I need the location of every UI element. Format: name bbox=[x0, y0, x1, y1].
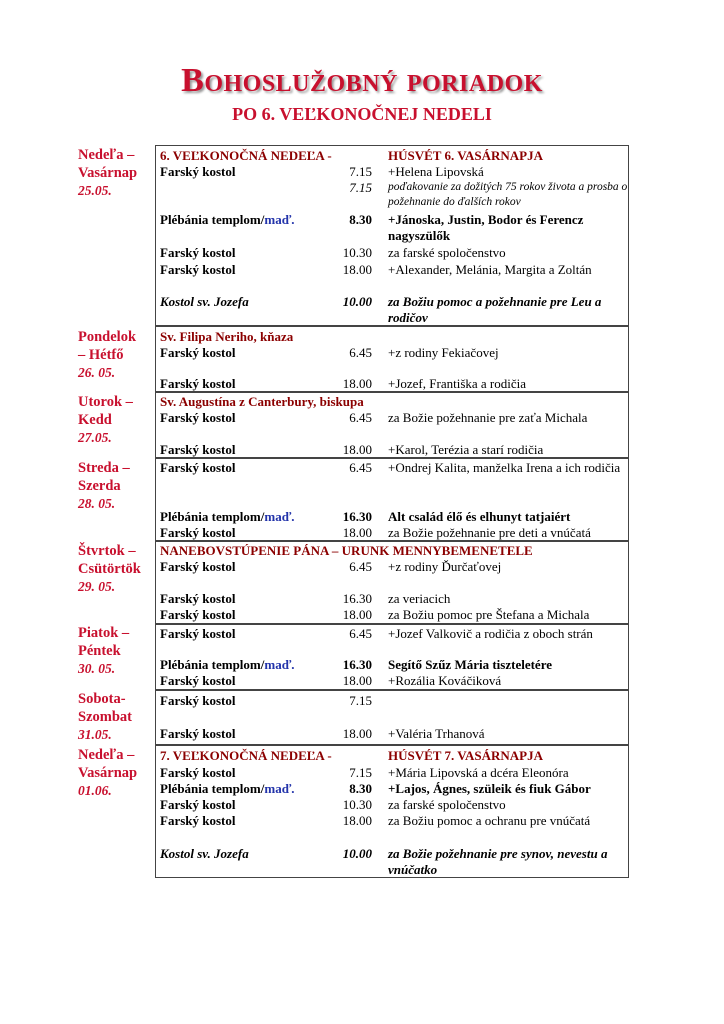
day-label: Sobota- Szombat 31.05. bbox=[78, 691, 132, 742]
day-label: Streda – Szerda 28. 05. bbox=[78, 460, 130, 511]
day-label: Nedeľa – Vasárnap 01.06. bbox=[78, 747, 138, 798]
page-title: Bohoslužobný poriadok bbox=[181, 62, 543, 99]
feast-title-hu: HÚSVÉT 7. VASÁRNAPJA bbox=[388, 748, 543, 763]
feast-title: NANEBOVSTÚPENIE PÁNA – URUNK MENNYBEMENETELE bbox=[160, 543, 533, 558]
page-subtitle: PO 6. VEĽKONOČNEJ NEDELI bbox=[232, 104, 492, 124]
day-label: Nedeľa – Vasárnap 25.05. bbox=[78, 147, 138, 198]
day-label: Štvrtok – Csütörtök 29. 05. bbox=[78, 543, 141, 594]
feast-title: Sv. Filipa Neriho, kňaza bbox=[160, 329, 294, 344]
day-label: Utorok – Kedd 27.05. bbox=[78, 394, 133, 445]
day-label: Piatok – Péntek 30. 05. bbox=[78, 625, 130, 676]
feast-title: 6. VEĽKONOČNÁ NEDEĽA - bbox=[160, 148, 332, 163]
feast-title: 7. VEĽKONOČNÁ NEDEĽA - bbox=[160, 748, 332, 763]
feast-title-hu: HÚSVÉT 6. VASÁRNAPJA bbox=[388, 148, 543, 163]
day-label: Pondelok – Hétfő 26. 05. bbox=[78, 329, 137, 380]
feast-title: Sv. Augustína z Canterbury, biskupa bbox=[160, 394, 364, 409]
